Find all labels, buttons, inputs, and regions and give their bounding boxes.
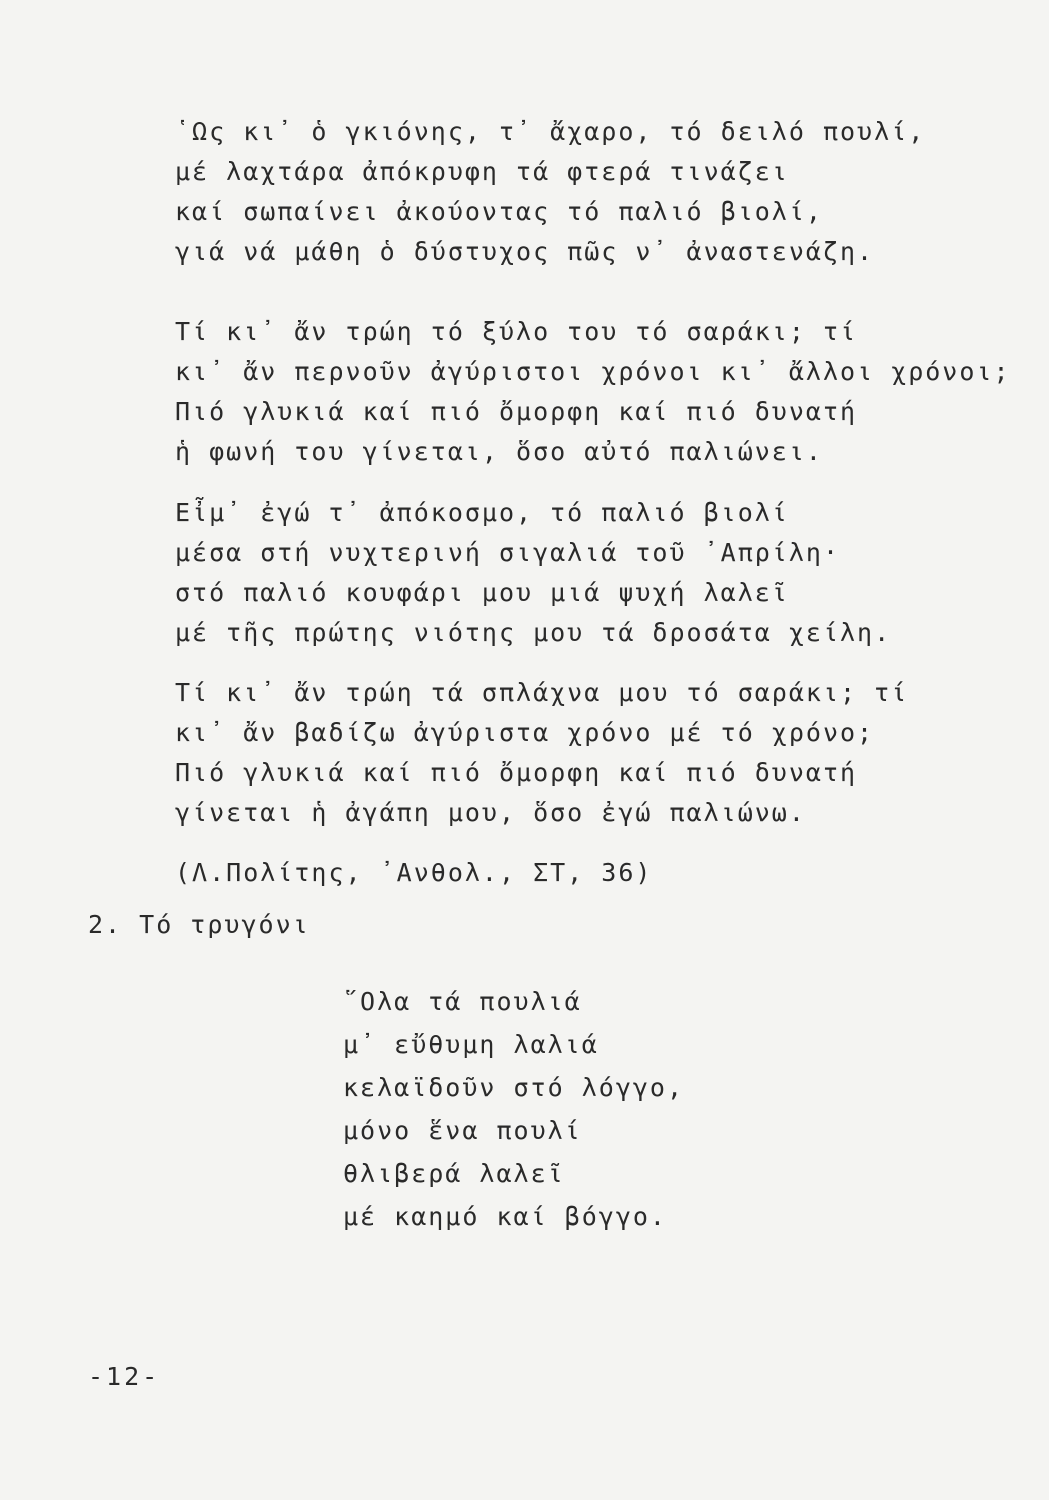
poem2-stanza: [343, 980, 684, 1238]
verse-line: μέσα στή νυχτερινή σιγαλιά τοῦ ᾿Απρίλη·: [175, 538, 840, 567]
verse-line: Εἶμ᾿ ἐγώ τ᾿ ἀπόκοσμο, τό παλιό βιολί: [175, 498, 789, 527]
verse-line: κελαϊδοῦν στό λόγγο,: [343, 1073, 685, 1102]
verse-line: Πιό γλυκιά καί πιό ὄμορφη καί πιό δυνατή: [175, 758, 858, 787]
verse-line: κι᾿ ἄν περνοῦν ἀγύριστοι χρόνοι κι᾿ ἄλλοι χρόνοι;: [175, 357, 1011, 386]
verse-line: μέ τῆς πρώτης νιότης μου τά δροσάτα χείλη.: [175, 618, 892, 647]
poem1-stanza-1: [175, 112, 925, 272]
verse-line: γιά νά μάθη ὁ δύστυχος πῶς ν᾿ ἀναστενάζη.: [175, 237, 875, 266]
poem1-stanza-3: [175, 493, 891, 653]
verse-line: γίνεται ἡ ἀγάπη μου, ὅσο ἐγώ παλιώνω.: [175, 798, 806, 827]
poem1-citation: (Λ.Πολίτης, ᾿Ανθολ., ΣΤ, 36): [175, 858, 653, 887]
poem1-stanza-4: [175, 673, 908, 833]
verse-line: στό παλιό κουφάρι μου μιά ψυχή λαλεῖ: [175, 578, 789, 607]
poem2-heading: 2. Τό τρυγόνι: [88, 910, 310, 939]
verse-line: μέ καημό καί βόγγο.: [343, 1202, 667, 1231]
page-number: -12-: [88, 1362, 161, 1391]
verse-line: Τί κι᾿ ἄν τρώη τά σπλάχνα μου τό σαράκι; τί: [175, 678, 909, 707]
verse-line: καί σωπαίνει ἀκούοντας τό παλιό βιολί,: [175, 197, 823, 226]
verse-line: μόνο ἕνα πουλί: [343, 1116, 582, 1145]
verse-line: θλιβερά λαλεῖ: [343, 1159, 565, 1188]
verse-line: κι᾿ ἄν βαδίζω ἀγύριστα χρόνο μέ τό χρόνο;: [175, 718, 875, 747]
verse-line: μ᾿ εὔθυμη λαλιά: [343, 1030, 599, 1059]
verse-line: Τί κι᾿ ἄν τρώη τό ξύλο του τό σαράκι; τί: [175, 317, 858, 346]
verse-line: ῞Ολα τά πουλιά: [343, 987, 582, 1016]
verse-line: Πιό γλυκιά καί πιό ὄμορφη καί πιό δυνατή: [175, 397, 858, 426]
verse-line: ἡ φωνή του γίνεται, ὅσο αὐτό παλιώνει.: [175, 437, 823, 466]
poem1-stanza-2: [175, 312, 1011, 472]
verse-line: ῾Ως κι᾿ ὁ γκιόνης, τ᾿ ἄχαρο, τό δειλό πουλί,: [175, 117, 926, 146]
verse-line: μέ λαχτάρα ἀπόκρυφη τά φτερά τινάζει: [175, 157, 789, 186]
